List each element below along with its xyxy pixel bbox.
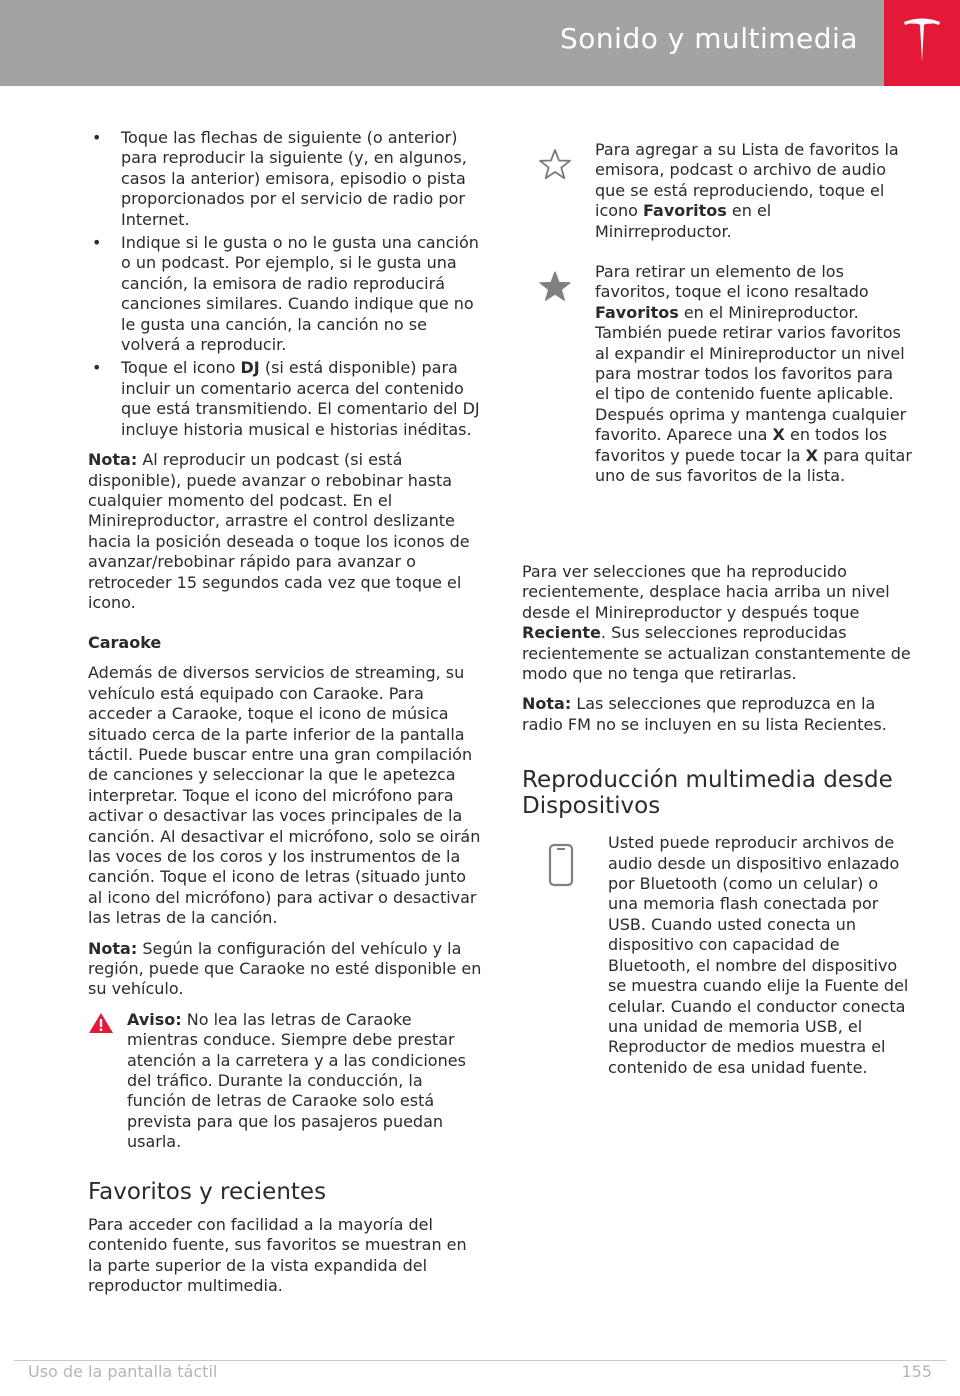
- recent-paragraph: Para ver selecciones que ha reproducido recientemente, desplace hacia arriba un nivel desde el Minireproductor y después toque Reciente. Sus selecciones reproducidas recientemente se actualizan constantemente de modo que no tenga que retirarlas.: [522, 562, 911, 684]
- brand-logo: [884, 0, 960, 86]
- page-title: Sonido y multimedia: [560, 22, 858, 55]
- phone-icon: [548, 843, 574, 887]
- right-column: [522, 140, 912, 1078]
- tesla-logo-icon: [902, 16, 942, 66]
- warning-text: Aviso: No lea las letras de Caraoke mientras conduce. Siempre debe prestar atención a la carretera y a las condiciones del tráfico. Durante la conducción, la función de letras de Caraoke solo está prevista para que los pasajeros puedan usarla.: [127, 1009, 466, 1152]
- footer-divider: [14, 1360, 946, 1361]
- favorites-paragraph: Para acceder con facilidad a la mayoría del contenido fuente, sus favoritos se muestran en la parte superior de la vista expandida del reproductor multimedia.: [88, 1214, 467, 1295]
- favorite-add-text: Para agregar a su Lista de favoritos la emisora, podcast o archivo de audio que se está reproduciendo, toque el icono Favoritos en el Minirreproductor.: [595, 140, 899, 241]
- list-item: • Toque el icono DJ (si está disponible) para incluir un comentario acerca del contenido que está transmitiendo. El comentario del DJ incluye historia musical e historias inéditas.: [88, 358, 482, 440]
- left-column: [88, 128, 482, 1306]
- star-filled-icon: [538, 270, 572, 302]
- star-outline-icon: [538, 148, 572, 180]
- favorite-remove-row: [522, 262, 912, 562]
- favorite-remove-text: Para retirar un elemento de los favoritos, toque el icono resaltado Favoritos en el Minireproductor. También puede retirar varios favoritos al expandir el Minireproductor un nivel para mostrar todos los favoritos para el tipo de contenido fuente aplicable. Después oprima y mantenga cualquier favorito. Aparece una X en todos los favoritos y puede tocar la X para quitar uno de sus favoritos de la lista.: [595, 262, 912, 486]
- devices-title: Reproducción multimedia desde Dispositivos: [522, 767, 893, 820]
- note-fm: Nota: Las selecciones que reproduzca en la radio FM no se incluyen en su lista Recientes.: [522, 694, 887, 734]
- favorites-title: Favoritos y recientes: [88, 1178, 327, 1205]
- device-row: [522, 833, 912, 1078]
- note-caraoke: Nota: Según la configuración del vehículo y la región, puede que Caraoke no esté disponible en su vehículo.: [88, 938, 482, 999]
- bullet-list: [88, 128, 482, 440]
- page-number: 155: [901, 1362, 932, 1381]
- warning-icon: [88, 1012, 114, 1034]
- devices-text: Usted puede reproducir archivos de audio desde un dispositivo enlazado por Bluetooth (como un celular) o una memoria flash conectada por USB. Cuando usted conecta un dispositivo con capacidad de Bluetooth, el nombre del dispositivo se muestra cuando elije la Fuente del celular. Cuando el conductor conecta una unidad de memoria USB, el Reproductor de medios muestra el contenido de esa unidad fuente.: [608, 833, 909, 1077]
- footer-section-name: Uso de la pantalla táctil: [28, 1362, 218, 1381]
- favorite-add-row: [522, 140, 912, 262]
- list-item: • Toque las flechas de siguiente (o anterior) para reproducir la siguiente (y, en algunos, casos la anterior) emisora, episodio o pista proporcionados por el servicio de radio por Internet.: [88, 128, 482, 230]
- warning-block: [88, 1010, 482, 1153]
- page-header: [0, 0, 960, 86]
- caraoke-heading: Caraoke: [88, 633, 162, 653]
- caraoke-paragraph: Además de diversos servicios de streaming, su vehículo está equipado con Caraoke. Para acceder a Caraoke, toque el icono de música situado cerca de la parte inferior de la pantalla táctil. Puede buscar entre una gran compilación de canciones y seleccionar la que le apetezca interpretar. Toque el icono del micrófono para activar o desactivar las voces principales de la canción. Al desactivar el micrófono, solo se oirán las voces de los coros y los instrumentos de la canción. Toque el icono de letras (situado junto al icono del micrófono) para activar o desactivar las letras de la canción.: [88, 663, 481, 928]
- note-podcast: Nota: Al reproducir un podcast (si está disponible), puede avanzar o rebobinar hasta cualquier momento del podcast. En el Minireproductor, arrastre el control deslizante hacia la posición deseada o toque los iconos de avanzar/rebobinar rápido para avanzar o retroceder 15 segundos cada vez que toque el icono.: [88, 450, 470, 612]
- list-item: • Indique si le gusta o no le gusta una canción o un podcast. Por ejemplo, si le gusta una canción, la emisora de radio reproducirá canciones similares. Cuando indique que no le gusta una canción, la canción no se volverá a reproducir.: [88, 233, 482, 355]
